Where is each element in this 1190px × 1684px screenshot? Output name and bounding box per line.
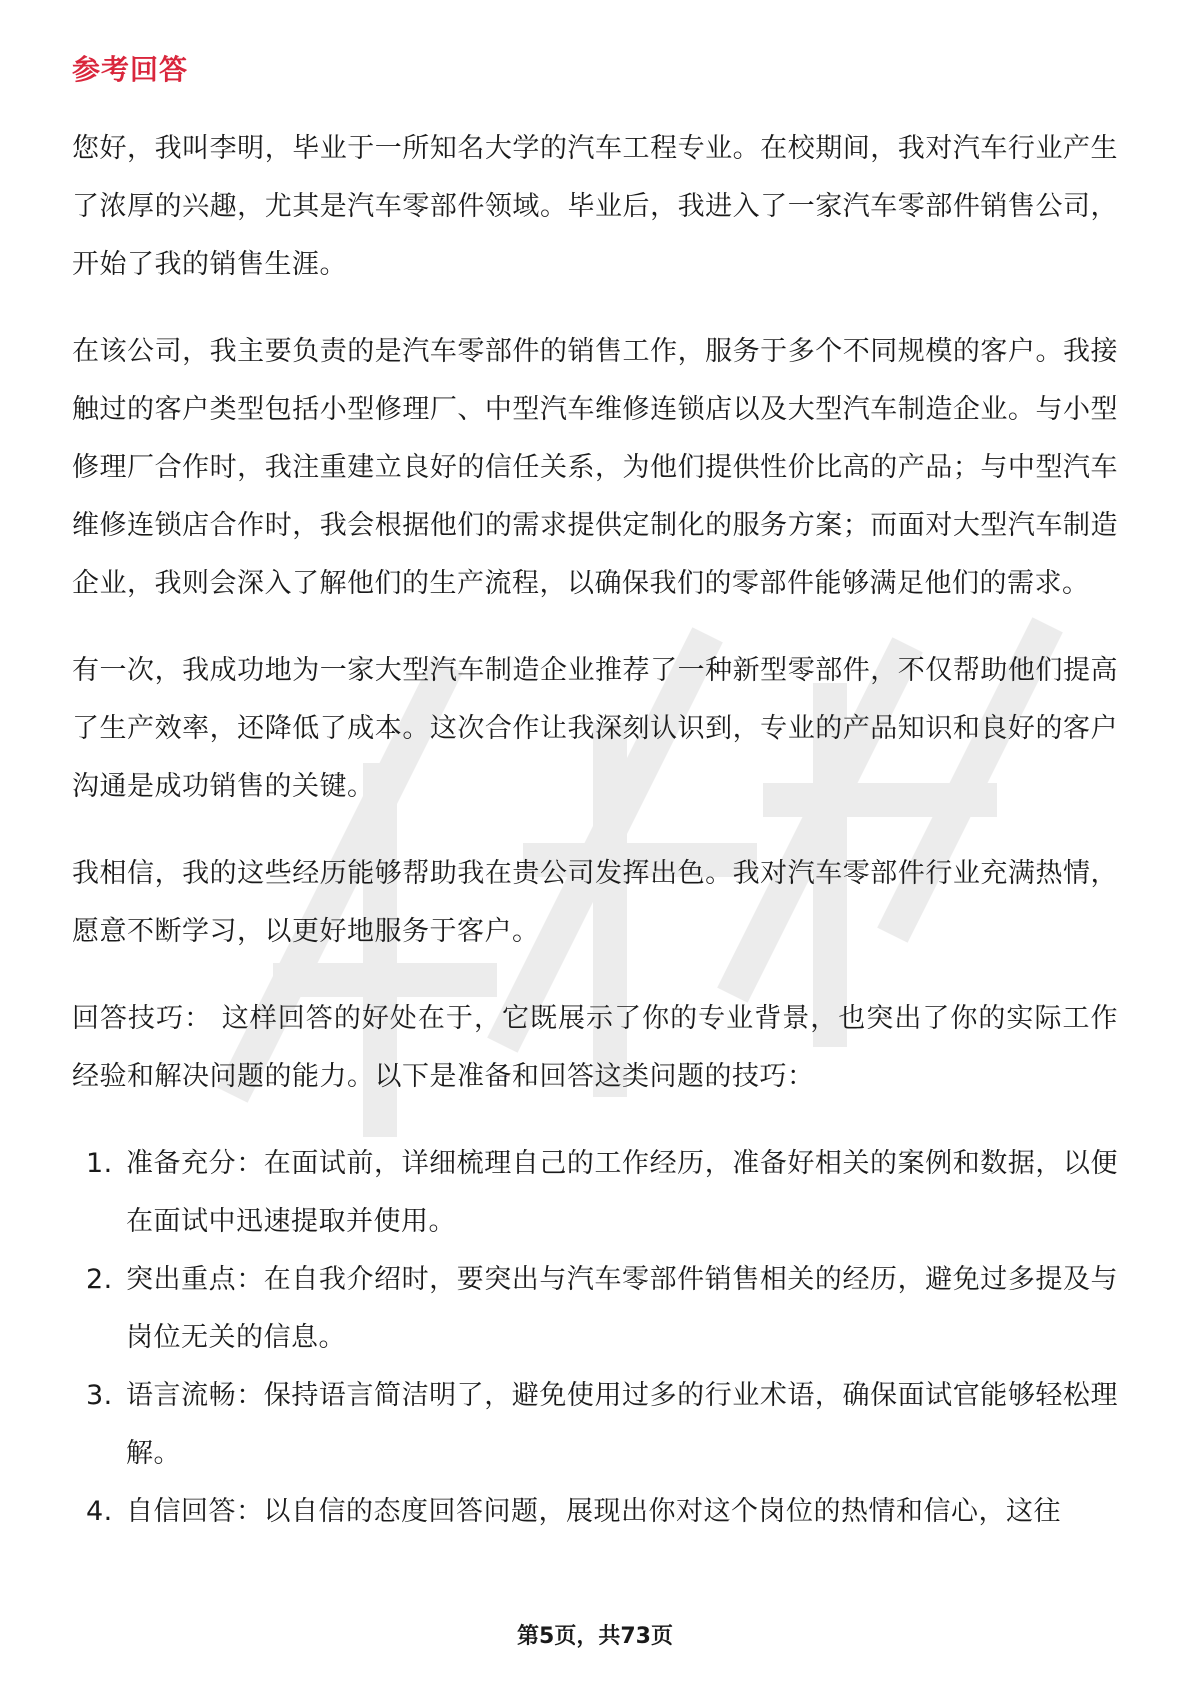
list-item-number: 1. — [86, 1148, 113, 1179]
document-content — [72, 120, 1118, 1541]
list-item — [72, 1483, 1118, 1541]
list-item-text: 突出重点：在自我介绍时，要突出与汽车零部件销售相关的经历，避免过多提及与岗位无关的信息。 — [126, 1264, 1118, 1353]
section-title: 参考回答 — [72, 53, 189, 86]
paragraph-conclusion: 我相信，我的这些经历能够帮助我在贵公司发挥出色。我对汽车零部件行业充满热情，愿意不断学习，以更好地服务于客户。 — [72, 858, 1118, 947]
list-item-number: 4. — [86, 1496, 113, 1527]
paragraph-success-story: 有一次，我成功地为一家大型汽车制造企业推荐了一种新型零部件，不仅帮助他们提高了生产效率，还降低了成本。这次合作让我深刻认识到，专业的产品知识和良好的客户沟通是成功销售的关键。 — [72, 655, 1118, 802]
tips-list — [72, 1135, 1118, 1541]
list-item — [72, 1367, 1118, 1483]
paragraph-answer-tips: 回答技巧： 这样回答的好处在于，它既展示了你的专业背景，也突出了你的实际工作经验和解决问题的能力。以下是准备和回答这类问题的技巧： — [72, 1003, 1118, 1092]
paragraph-intro: 您好，我叫李明，毕业于一所知名大学的汽车工程专业。在校期间，我对汽车行业产生了浓厚的兴趣，尤其是汽车零部件领域。毕业后，我进入了一家汽车零部件销售公司，开始了我的销售生涯。 — [72, 133, 1118, 280]
list-item — [72, 1251, 1118, 1367]
paragraph-experience: 在该公司，我主要负责的是汽车零部件的销售工作，服务于多个不同规模的客户。我接触过的客户类型包括小型修理厂、中型汽车维修连锁店以及大型汽车制造企业。与小型修理厂合作时，我注重建立良好的信任关系，为他们提供性价比高的产品；与中型汽车维修连锁店合作时，我会根据他们的需求提供定制化的服务方案；而面对大型汽车制造企业，我则会深入了解他们的生产流程，以确保我们的零部件能够满足他们的需求。 — [72, 336, 1118, 599]
list-item — [72, 1135, 1118, 1251]
list-item-number: 3. — [86, 1380, 113, 1411]
list-item-text: 准备充分：在面试前，详细梳理自己的工作经历，准备好相关的案例和数据，以便在面试中迅速提取并使用。 — [126, 1148, 1118, 1237]
list-item-number: 2. — [86, 1264, 113, 1295]
list-item-text: 自信回答：以自信的态度回答问题，展现出你对这个岗位的热情和信心，这往 — [126, 1496, 1061, 1527]
list-item-text: 语言流畅：保持语言简洁明了，避免使用过多的行业术语，确保面试官能够轻松理解。 — [126, 1380, 1118, 1469]
page-number-footer: 第5页，共73页 — [517, 1624, 673, 1649]
